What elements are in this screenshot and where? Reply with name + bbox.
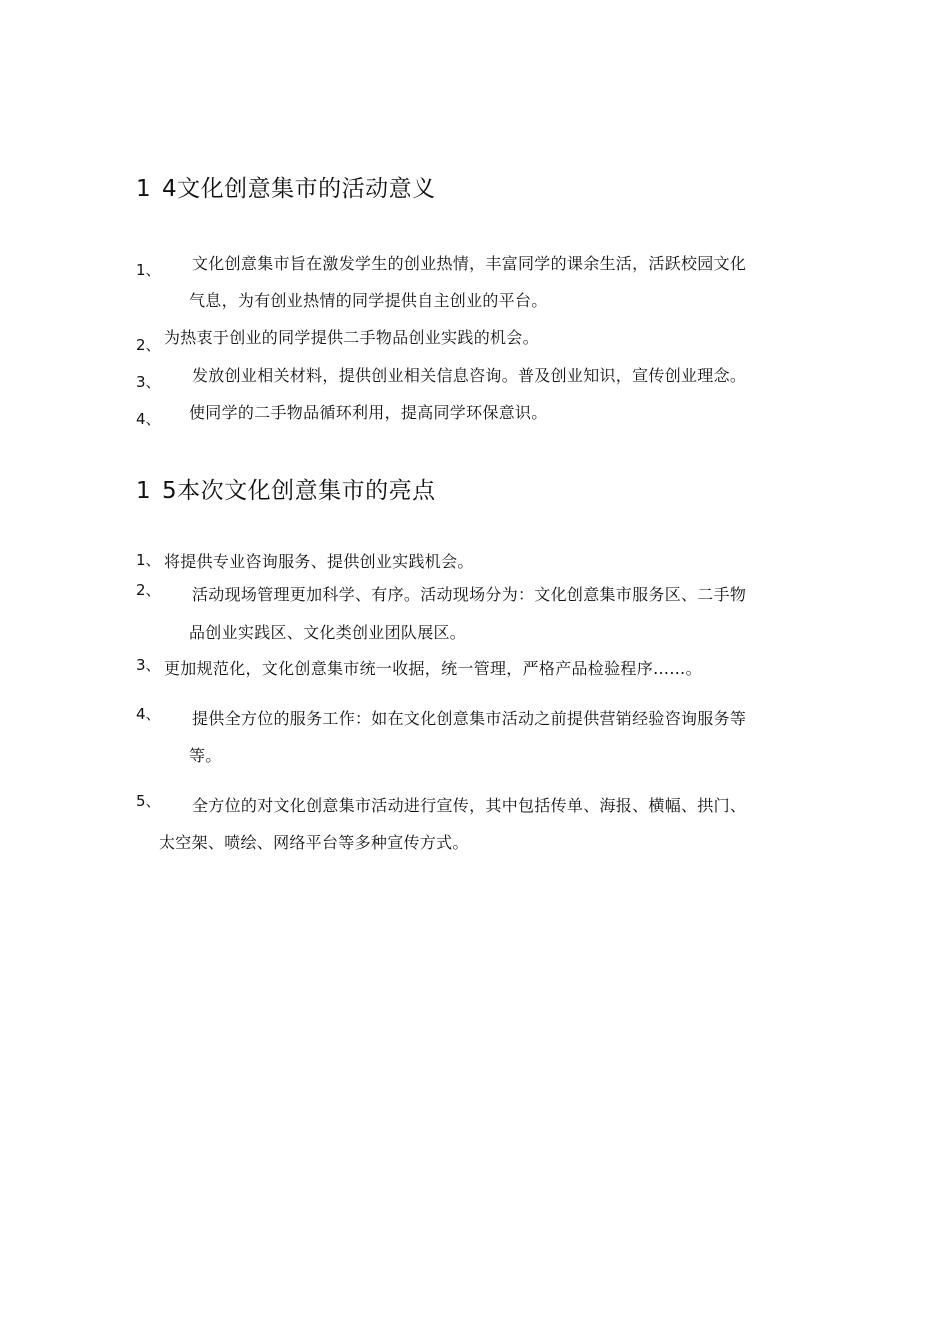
heading-title: 5本次文化创意集市的亮点: [162, 478, 436, 504]
heading-number: 1: [136, 478, 152, 504]
list-item-text: 文化创意集市旨在激发学生的创业热情，丰富同学的课余生活，活跃校园文化: [192, 254, 747, 273]
list-item-text: 活动现场管理更加科学、有序。活动现场分为：文化创意集市服务区、二手物: [192, 585, 747, 604]
list-item-number: 1、: [136, 261, 161, 279]
list-item-number: 2、: [136, 581, 161, 599]
list-item-number: 4、: [136, 705, 161, 723]
heading-title: 4文化创意集市的活动意义: [162, 176, 436, 202]
list-item-number: 1、: [136, 551, 161, 569]
list-item-number: 3、: [136, 656, 161, 674]
list-item-number: 5、: [136, 792, 161, 810]
list-item-text-continued: 气息，为有创业热情的同学提供自主创业的平台。: [189, 291, 548, 310]
list-item-text: 全方位的对文化创意集市活动进行宣传，其中包括传单、海报、横幅、拱门、: [192, 796, 747, 815]
list-item-text: 提供全方位的服务工作：如在文化创意集市活动之前提供营销经验咨询服务等: [192, 709, 747, 728]
list-item-number: 4、: [136, 410, 161, 428]
heading-number: 1: [136, 176, 152, 202]
list-item-number: 2、: [136, 336, 161, 354]
list-item-text-continued: 品创业实践区、文化类创业团队展区。: [189, 623, 467, 642]
list-item-text: 发放创业相关材料，提供创业相关信息咨询。普及创业知识，宣传创业理念。: [192, 366, 747, 385]
list-item-text: 将提供专业咨询服务、提供创业实践机会。: [164, 552, 474, 571]
list-item-text-continued: 等。: [189, 746, 222, 765]
list-item-text-continued: 太空架、喷绘、网络平台等多种宣传方式。: [159, 833, 469, 852]
section-heading-1-4: [136, 170, 436, 203]
list-item-text: 使同学的二手物品循环利用，提高同学环保意识。: [189, 403, 548, 422]
list-item-text: 更加规范化，文化创意集市统一收据，统一管理，严格产品检验程序……。: [164, 659, 702, 678]
list-item-text: 为热衷于创业的同学提供二手物品创业实践的机会。: [164, 328, 539, 347]
section-heading-1-5: [136, 472, 436, 505]
list-item-number: 3、: [136, 373, 161, 391]
